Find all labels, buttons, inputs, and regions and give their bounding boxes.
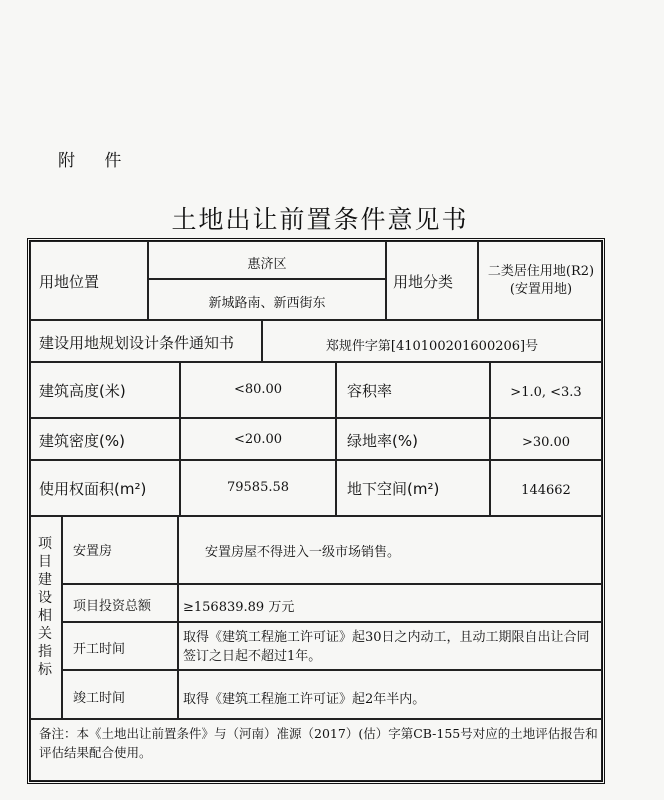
location-detail-value: 新城路南、新西街东 bbox=[208, 296, 326, 311]
green-label-cell bbox=[336, 418, 490, 460]
area-label-cell bbox=[30, 460, 180, 516]
completion-value-cell bbox=[178, 670, 602, 719]
density-label: 建筑密度(%) bbox=[39, 432, 125, 450]
height-value: <80.00 bbox=[233, 382, 283, 397]
conditions-table bbox=[27, 238, 605, 784]
underground-label-cell bbox=[336, 460, 490, 516]
investment-label-cell bbox=[62, 584, 178, 622]
land-location-label: 用地位置 bbox=[39, 273, 100, 291]
land-class-label: 用地分类 bbox=[393, 273, 454, 291]
density-value-cell bbox=[180, 418, 336, 460]
land-class-value-cell bbox=[478, 241, 602, 320]
note-text: 备注：本《土地出让前置条件》与（河南）准源（2017）(估）字第CB-155号对应的土地评估报告和评估结果配合使用。 bbox=[39, 726, 598, 760]
page-title: 土地出让前置条件意见书 bbox=[171, 205, 469, 234]
completion-label: 竣工时间 bbox=[73, 691, 126, 706]
completion-label-cell bbox=[62, 670, 178, 719]
note-cell bbox=[30, 719, 602, 781]
far-label-cell bbox=[336, 362, 490, 418]
far-label: 容积率 bbox=[347, 382, 393, 400]
green-value-cell bbox=[490, 418, 602, 460]
green-label: 绿地率(%) bbox=[347, 432, 418, 450]
underground-label: 地下空间(m²) bbox=[347, 480, 440, 498]
location-detail-cell bbox=[148, 279, 386, 320]
area-label: 使用权面积(m²) bbox=[39, 480, 147, 498]
height-value-cell bbox=[180, 362, 336, 418]
green-value: >30.00 bbox=[521, 435, 571, 450]
resettlement-label: 安置房 bbox=[73, 544, 113, 559]
investment-value-cell bbox=[178, 584, 602, 622]
resettlement-value: 安置房屋不得进入一级市场销售。 bbox=[205, 545, 401, 560]
attachment-label: 附 件 bbox=[58, 151, 134, 171]
start-value-cell bbox=[178, 622, 602, 670]
start-label: 开工时间 bbox=[73, 642, 126, 657]
resettlement-value-cell bbox=[178, 516, 602, 584]
land-class-label-cell bbox=[386, 241, 478, 320]
land-class-value: 二类居住用地(R2)(安置用地) bbox=[487, 264, 595, 297]
start-label-cell bbox=[62, 622, 178, 670]
notice-label: 建设用地规划设计条件通知书 bbox=[39, 334, 235, 352]
density-label-cell bbox=[30, 418, 180, 460]
district-cell bbox=[148, 241, 386, 279]
height-label-cell bbox=[30, 362, 180, 418]
area-value-cell bbox=[180, 460, 336, 516]
underground-value-cell bbox=[490, 460, 602, 516]
far-value: >1.0, <3.3 bbox=[510, 385, 582, 400]
start-value: 取得《建筑工程施工许可证》起30日之内动工，且动工期限自出让合同签订之日起不超过1年。 bbox=[183, 630, 590, 664]
district-value: 惠济区 bbox=[247, 257, 287, 272]
investment-value: ≥156839.89 万元 bbox=[183, 600, 295, 615]
notice-value: 郑规件字第[410100201600206]号 bbox=[325, 339, 539, 354]
investment-label: 项目投资总额 bbox=[73, 599, 152, 614]
notice-value-cell bbox=[262, 320, 602, 362]
project-indicator-label: 项目建设相关指标 bbox=[38, 536, 52, 678]
far-value-cell bbox=[490, 362, 602, 418]
land-location-label-cell bbox=[30, 241, 148, 320]
underground-value: 144662 bbox=[521, 483, 571, 498]
area-value: 79585.58 bbox=[226, 480, 290, 495]
project-indicator-label-cell bbox=[30, 516, 62, 719]
completion-value: 取得《建筑工程施工许可证》起2年半内。 bbox=[183, 692, 426, 707]
resettlement-label-cell bbox=[62, 516, 178, 584]
notice-label-cell bbox=[30, 320, 262, 362]
density-value: <20.00 bbox=[233, 432, 283, 447]
height-label: 建筑高度(米) bbox=[39, 382, 126, 400]
